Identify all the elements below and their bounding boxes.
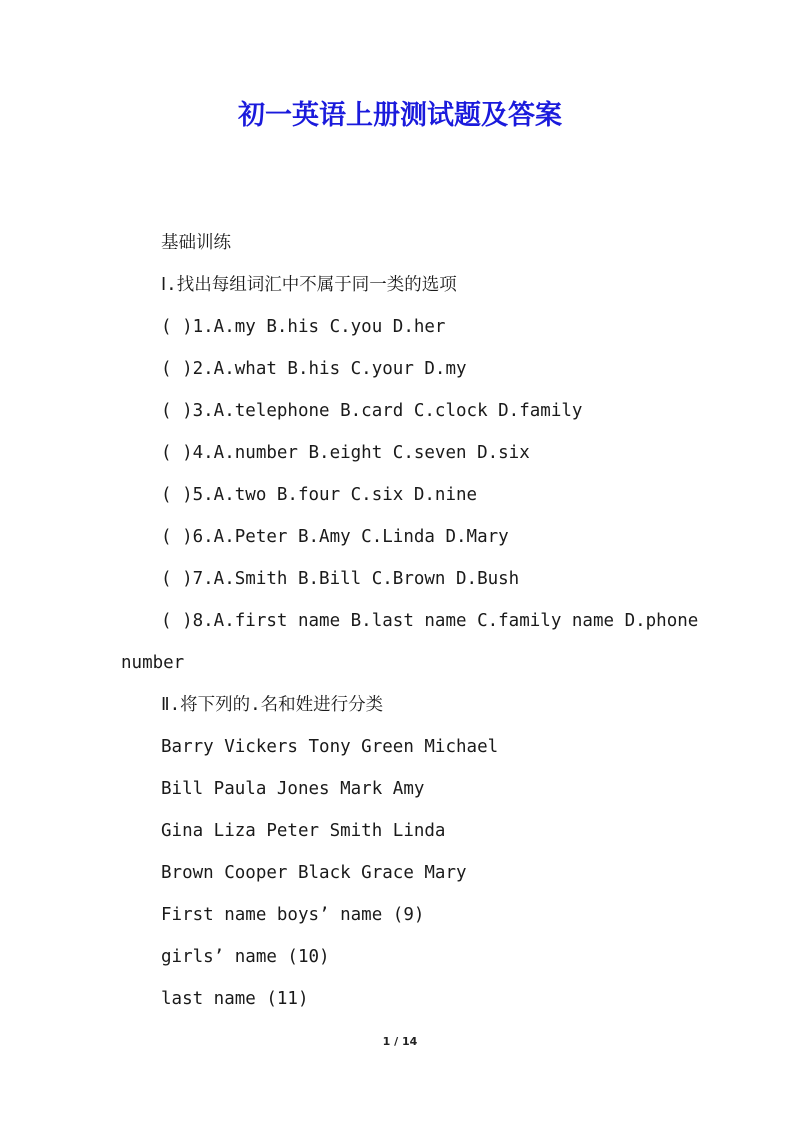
paragraph: Bill Paula Jones Mark Amy bbox=[161, 779, 425, 799]
paragraph: ( )6.A.Peter B.Amy C.Linda D.Mary bbox=[161, 527, 509, 547]
paragraph: number bbox=[121, 653, 185, 673]
paragraph: last name (11) bbox=[161, 989, 309, 1009]
paragraph: 基础训练 bbox=[161, 233, 231, 253]
paragraph: Ⅱ.将下列的.名和姓进行分类 bbox=[161, 695, 384, 715]
document-body bbox=[121, 222, 699, 1020]
paragraph: Ⅰ.找出每组词汇中不属于同一类的选项 bbox=[161, 275, 457, 295]
paragraph: ( )1.A.my B.his C.you D.her bbox=[161, 317, 446, 337]
document-title: 初一英语上册测试题及答案 bbox=[238, 100, 562, 131]
paragraph: Barry Vickers Tony Green Michael bbox=[161, 737, 499, 757]
paragraph: Gina Liza Peter Smith Linda bbox=[161, 821, 446, 841]
paragraph: girls’ name (10) bbox=[161, 947, 330, 967]
page-number: 1 / 14 bbox=[382, 1035, 418, 1048]
paragraph: ( )3.A.telephone B.card C.clock D.family bbox=[161, 401, 583, 421]
paragraph: ( )2.A.what B.his C.your D.my bbox=[161, 359, 467, 379]
paragraph: First name boys’ name (9) bbox=[161, 905, 425, 925]
paragraph: ( )4.A.number B.eight C.seven D.six bbox=[161, 443, 530, 463]
paragraph: ( )8.A.first name B.last name C.family name D.phone bbox=[161, 611, 699, 631]
paragraph: ( )7.A.Smith B.Bill C.Brown D.Bush bbox=[161, 569, 520, 589]
paragraph: ( )5.A.two B.four C.six D.nine bbox=[161, 485, 478, 505]
paragraph: Brown Cooper Black Grace Mary bbox=[161, 863, 467, 883]
